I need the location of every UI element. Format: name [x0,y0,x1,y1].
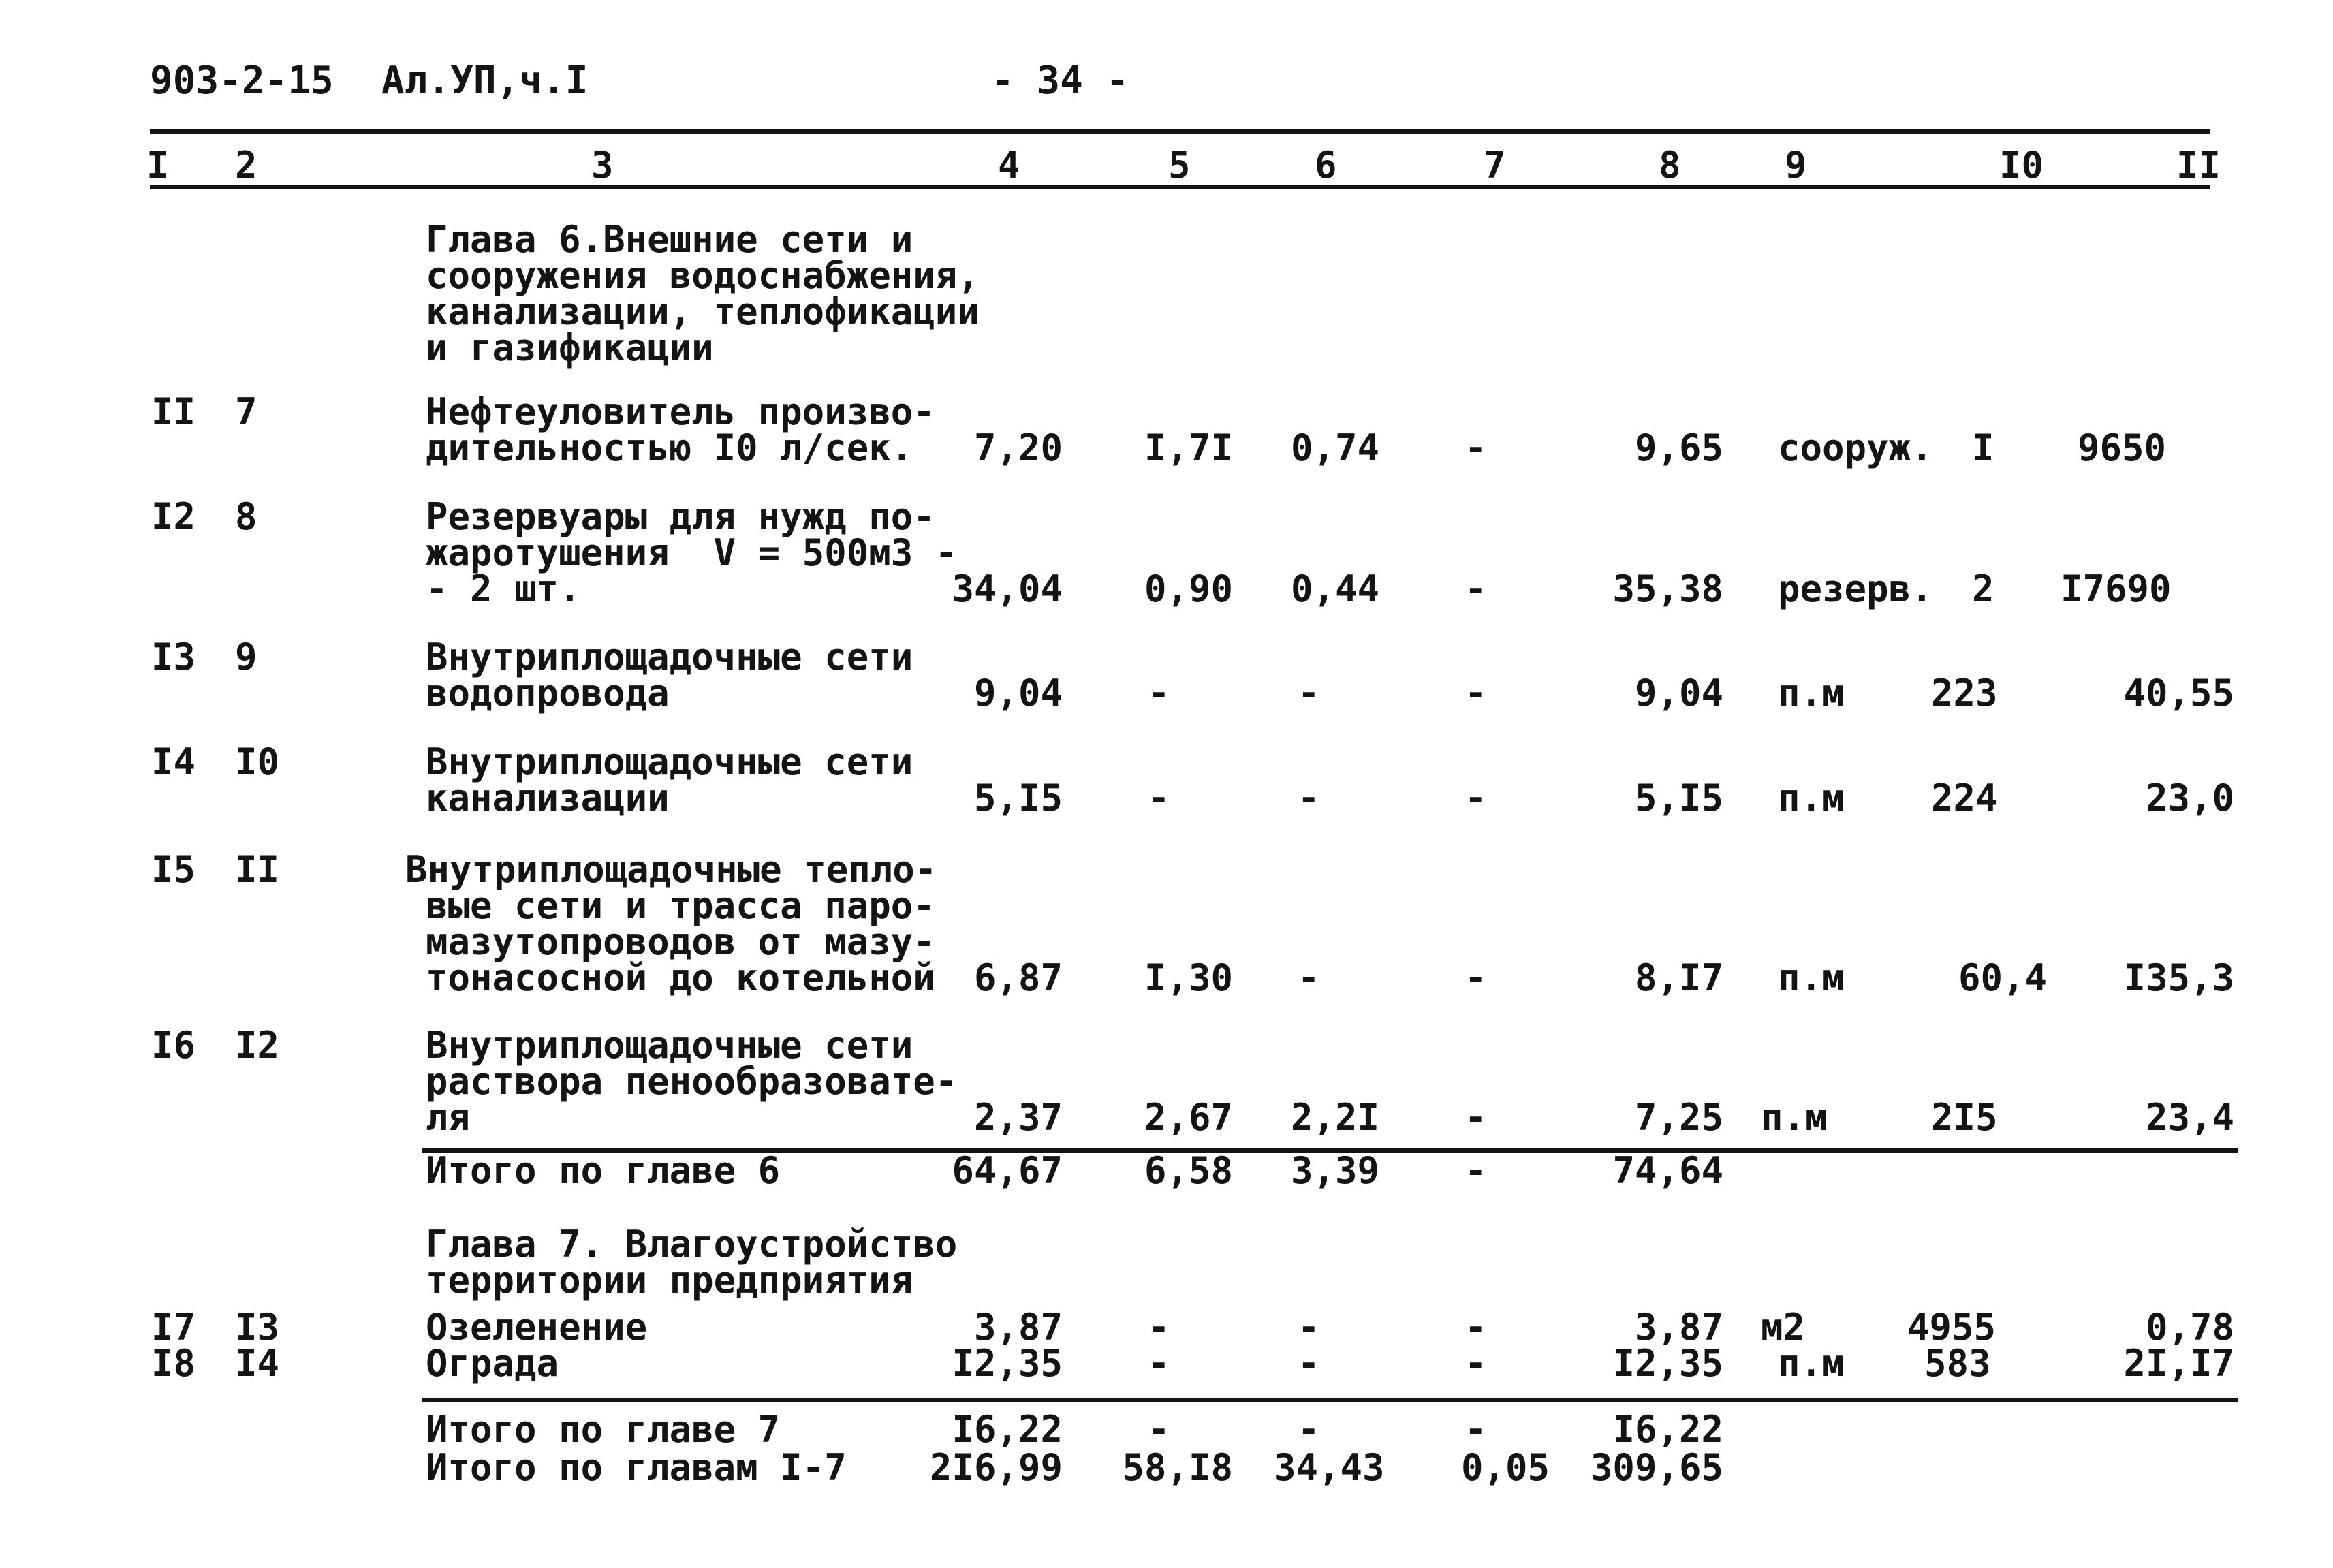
position-number: 7 [235,390,257,433]
position-number: I2 [235,1024,280,1067]
cell-col-9: сооруж. [1778,426,1933,469]
cell-col-9: п.м [1761,1096,1828,1139]
item-name-line: тонасосной до котельной [426,956,935,999]
item-name-line: раствора пенообразовате- [426,1060,958,1103]
chapter-6-title-line: Глава 6.Внешние сети и [426,218,913,261]
cell-col-6: - [1298,1306,1320,1349]
row-number: II [151,390,196,433]
row-number: I6 [151,1024,196,1067]
chapter-6-total-label: Итого по главе 6 [426,1149,781,1192]
item-name: Озеленение [426,1306,648,1349]
item-name-line: Нефтеуловитель произво- [426,390,935,433]
grand-total-label: Итого по главам I-7 [426,1446,847,1489]
cell-col-10: 2 [1972,567,1994,610]
document-code: 903-2-15 [150,59,334,103]
cell-col-9: п.м [1778,777,1845,819]
total-col-5: 6,58 [1144,1149,1233,1192]
row-number: I8 [151,1342,196,1385]
column-header-1: I [146,144,169,187]
cell-col-4: 9,04 [973,672,1063,715]
column-header-6: 6 [1315,144,1337,187]
item-name: Ограда [426,1342,559,1385]
chapter-7-title-line: Глава 7. Влагоустройство [426,1223,958,1266]
cell-col-10: 2I5 [1931,1096,1998,1139]
cell-col-6: - [1298,956,1320,999]
cell-col-8: I2,35 [1612,1342,1723,1385]
cell-col-5: I,7I [1144,426,1233,469]
cell-col-9: п.м [1778,672,1845,715]
total-col-7: - [1465,1149,1487,1192]
cell-col-4: 3,87 [973,1306,1063,1349]
total-col-4: 64,67 [952,1149,1063,1192]
cell-col-10: 224 [1931,777,1998,819]
item-name-line: ля [426,1096,471,1139]
page-number: - 34 - [991,59,1129,103]
item-name-line: Внутриплощадочные тепло- [405,848,937,891]
cell-col-11: 40,55 [2123,672,2234,715]
row-number: I4 [151,740,196,783]
cell-col-7: - [1465,777,1487,819]
total-col-6: - [1298,1408,1320,1451]
cell-col-7: - [1465,1342,1487,1385]
column-header-5: 5 [1168,144,1191,187]
cell-col-8: 5,I5 [1634,777,1723,819]
position-number: I0 [235,740,280,783]
cell-col-5: - [1148,1342,1170,1385]
cell-col-7: - [1465,426,1487,469]
cell-col-5: - [1148,1306,1170,1349]
column-header-9: 9 [1785,144,1807,187]
chapter-6-title-line: сооружения водоснабжения, [426,254,980,297]
cell-col-9: п.м [1778,956,1845,999]
item-name-line: мазутопроводов от мазу- [426,920,935,963]
item-name-line: канализации [426,777,670,819]
cell-col-8: 7,25 [1634,1096,1723,1139]
item-name-line: Резервуары для нужд по- [426,495,935,538]
column-header-8: 8 [1659,144,1681,187]
top-rule [150,129,2210,134]
column-header-3: 3 [591,144,614,187]
cell-col-5: - [1148,672,1170,715]
cell-col-11: 0,78 [2145,1306,2234,1349]
cell-col-7: - [1465,672,1487,715]
cell-col-9: п.м [1778,1342,1845,1385]
chapter-6-title-line: и газификации [426,326,714,369]
chapter-7-total-label: Итого по главе 7 [426,1408,781,1451]
row-number: I2 [151,495,196,538]
cell-col-4: 6,87 [973,956,1063,999]
total-col-5: - [1148,1408,1170,1451]
cell-col-7: - [1465,567,1487,610]
cell-col-8: 35,38 [1612,567,1723,610]
cell-col-7: - [1465,1306,1487,1349]
cell-col-9: м2 [1761,1306,1806,1349]
cell-col-4: 5,I5 [973,777,1063,819]
cell-col-8: 3,87 [1634,1306,1723,1349]
cell-col-5: 0,90 [1144,567,1233,610]
total-col-8: I6,22 [1612,1408,1723,1451]
grand-total-col-4: 2I6,99 [929,1446,1063,1489]
chapter-7-title-line: территории предприятия [426,1259,913,1302]
total-col-4: I6,22 [952,1408,1063,1451]
cell-col-11: I7690 [2061,567,2172,610]
header-rule [150,185,2210,189]
item-name-line: вые сети и трасса паро- [426,884,935,927]
cell-col-10: 4955 [1907,1306,1997,1349]
cell-col-11: 23,4 [2145,1096,2234,1139]
cell-col-6: 0,74 [1291,426,1380,469]
sheet-reference: Ал.УП,ч.I [381,59,589,103]
grand-total-col-7: 0,05 [1461,1446,1550,1489]
cell-col-10: 60,4 [1958,956,2048,999]
column-header-2: 2 [235,144,257,187]
cell-col-4: 7,20 [973,426,1063,469]
cell-col-10: 223 [1931,672,1998,715]
cell-col-11: 2I,I7 [2123,1342,2234,1385]
cell-col-7: - [1465,1096,1487,1139]
cell-col-8: 9,65 [1634,426,1723,469]
cell-col-10: 583 [1924,1342,1991,1385]
row-number: I7 [151,1306,196,1349]
cell-col-10: I [1972,426,1994,469]
cell-col-6: - [1298,672,1320,715]
item-name-line: Внутриплощадочные сети [426,1024,913,1067]
total-col-6: 3,39 [1291,1149,1380,1192]
cell-col-6: - [1298,1342,1320,1385]
row-number: I5 [151,848,196,891]
column-header-11: II [2176,144,2221,187]
cell-col-6: 2,2I [1291,1096,1380,1139]
item-name-line: жаротушения V = 500м3 - [426,531,958,574]
chapter-6-title-line: канализации, теплофикации [426,290,980,333]
cell-col-5: 2,67 [1144,1096,1233,1139]
cell-col-6: 0,44 [1291,567,1380,610]
cell-col-4: I2,35 [952,1342,1063,1385]
item-name-line: дительностью I0 л/сек. [426,426,913,469]
cell-col-4: 34,04 [952,567,1063,610]
item-name-line: - 2 шт. [426,567,581,610]
grand-total-col-8: 309,65 [1590,1446,1723,1489]
cell-col-6: - [1298,777,1320,819]
position-number: 9 [235,636,257,678]
cell-col-11: I35,3 [2123,956,2234,999]
cell-col-4: 2,37 [973,1096,1063,1139]
cell-col-8: 9,04 [1634,672,1723,715]
cell-col-11: 9650 [2078,426,2167,469]
column-header-10: I0 [1999,144,2044,187]
item-name-line: водопровода [426,672,670,715]
cell-col-5: - [1148,777,1170,819]
cell-col-5: I,30 [1144,956,1233,999]
position-number: I3 [235,1306,280,1349]
subtotal-rule [422,1398,2238,1402]
column-header-7: 7 [1484,144,1506,187]
cell-col-11: 23,0 [2145,777,2234,819]
total-col-7: - [1465,1408,1487,1451]
cell-col-9: резерв. [1778,567,1933,610]
column-header-4: 4 [998,144,1020,187]
row-number: I3 [151,636,196,678]
position-number: 8 [235,495,257,538]
total-col-8: 74,64 [1612,1149,1723,1192]
position-number: II [235,848,280,891]
cell-col-7: - [1465,956,1487,999]
grand-total-col-5: 58,I8 [1122,1446,1233,1489]
item-name-line: Внутриплощадочные сети [426,740,913,783]
grand-total-col-6: 34,43 [1274,1446,1385,1489]
cell-col-8: 8,I7 [1634,956,1723,999]
item-name-line: Внутриплощадочные сети [426,636,913,678]
position-number: I4 [235,1342,280,1385]
